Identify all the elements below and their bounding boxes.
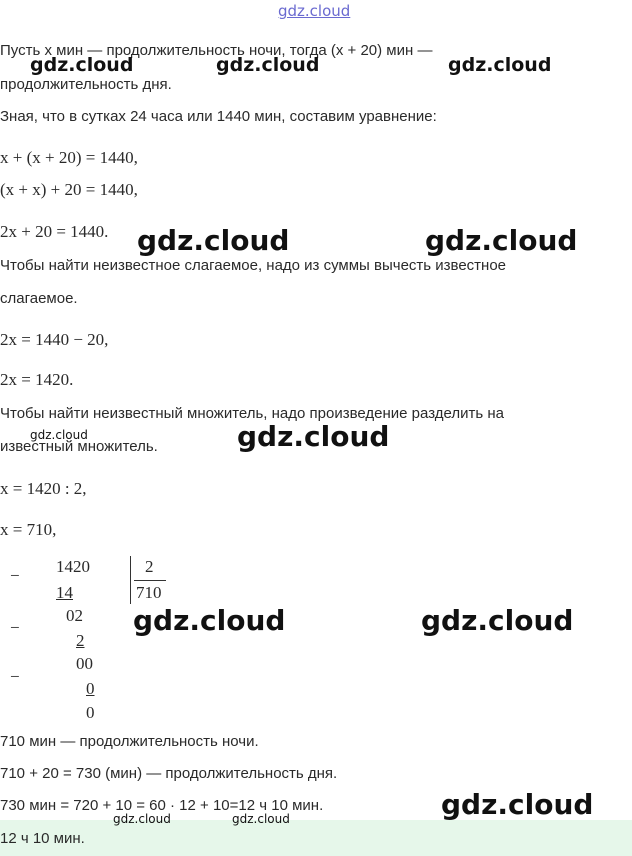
paragraph-let-x-cont: продолжительность дня.: [0, 76, 172, 93]
result-conversion: 730 мин = 720 + 10 = 60 · 12 + 10=12 ч 10 мин.: [0, 797, 324, 814]
answer-bar: [0, 820, 632, 856]
watermark: gdz.cloud: [425, 224, 578, 257]
watermark: gdz.cloud: [448, 54, 552, 76]
answer-text: 12 ч 10 мин.: [0, 830, 85, 847]
equation-3: 2x + 20 = 1440.: [0, 222, 109, 241]
paragraph-knowing: Зная, что в сутках 24 часа или 1440 мин, составим уравнение:: [0, 108, 437, 125]
watermark: gdz.cloud: [30, 54, 134, 76]
watermark: gdz.cloud: [133, 604, 286, 637]
division-subtrahend-1: 14: [56, 583, 73, 602]
division-bracket-vertical: [130, 556, 131, 604]
watermark: gdz.cloud: [137, 224, 290, 257]
watermark: gdz.cloud: [30, 428, 88, 442]
division-bracket-horizontal: [134, 580, 166, 581]
equation-1: x + (x + 20) = 1440,: [0, 148, 138, 167]
equation-5: 2x = 1420.: [0, 370, 74, 389]
rule-unknown-factor: Чтобы найти неизвестный множитель, надо произведение разделить на: [0, 405, 504, 422]
division-final-remainder: 0: [86, 703, 95, 722]
watermark-top[interactable]: gdz.cloud: [278, 2, 351, 20]
division-remainder-1: 02: [66, 606, 83, 625]
division-subtrahend-2: 2: [76, 631, 85, 650]
rule-unknown-factor-cont: известный множитель.: [0, 438, 158, 455]
minus-sign-2: −: [10, 618, 20, 637]
division-dividend: 1420: [56, 557, 90, 576]
division-quotient: 710: [136, 583, 162, 602]
watermark: gdz.cloud: [441, 788, 594, 821]
equation-6: x = 1420 : 2,: [0, 479, 87, 498]
rule-unknown-addend-cont: слагаемое.: [0, 290, 78, 307]
watermark: gdz.cloud: [113, 812, 171, 826]
watermark: gdz.cloud: [216, 54, 320, 76]
equation-2: (x + x) + 20 = 1440,: [0, 180, 138, 199]
minus-sign-1: −: [10, 566, 20, 585]
result-night: 710 мин — продолжительность ночи.: [0, 733, 259, 750]
watermark: gdz.cloud: [421, 604, 574, 637]
paragraph-let-x: Пусть x мин — продолжительность ночи, тогда (x + 20) мин —: [0, 42, 433, 59]
division-remainder-2: 00: [76, 654, 93, 673]
rule-unknown-addend: Чтобы найти неизвестное слагаемое, надо из суммы вычесть известное: [0, 257, 507, 274]
result-day: 710 + 20 = 730 (мин) — продолжительность дня.: [0, 765, 338, 782]
equation-4: 2x = 1440 − 20,: [0, 330, 109, 349]
division-subtrahend-3: 0: [86, 679, 95, 698]
equation-7: x = 710,: [0, 520, 57, 539]
division-divisor: 2: [145, 557, 154, 576]
watermark: gdz.cloud: [237, 420, 390, 453]
watermark: gdz.cloud: [232, 812, 290, 826]
minus-sign-3: −: [10, 667, 20, 686]
